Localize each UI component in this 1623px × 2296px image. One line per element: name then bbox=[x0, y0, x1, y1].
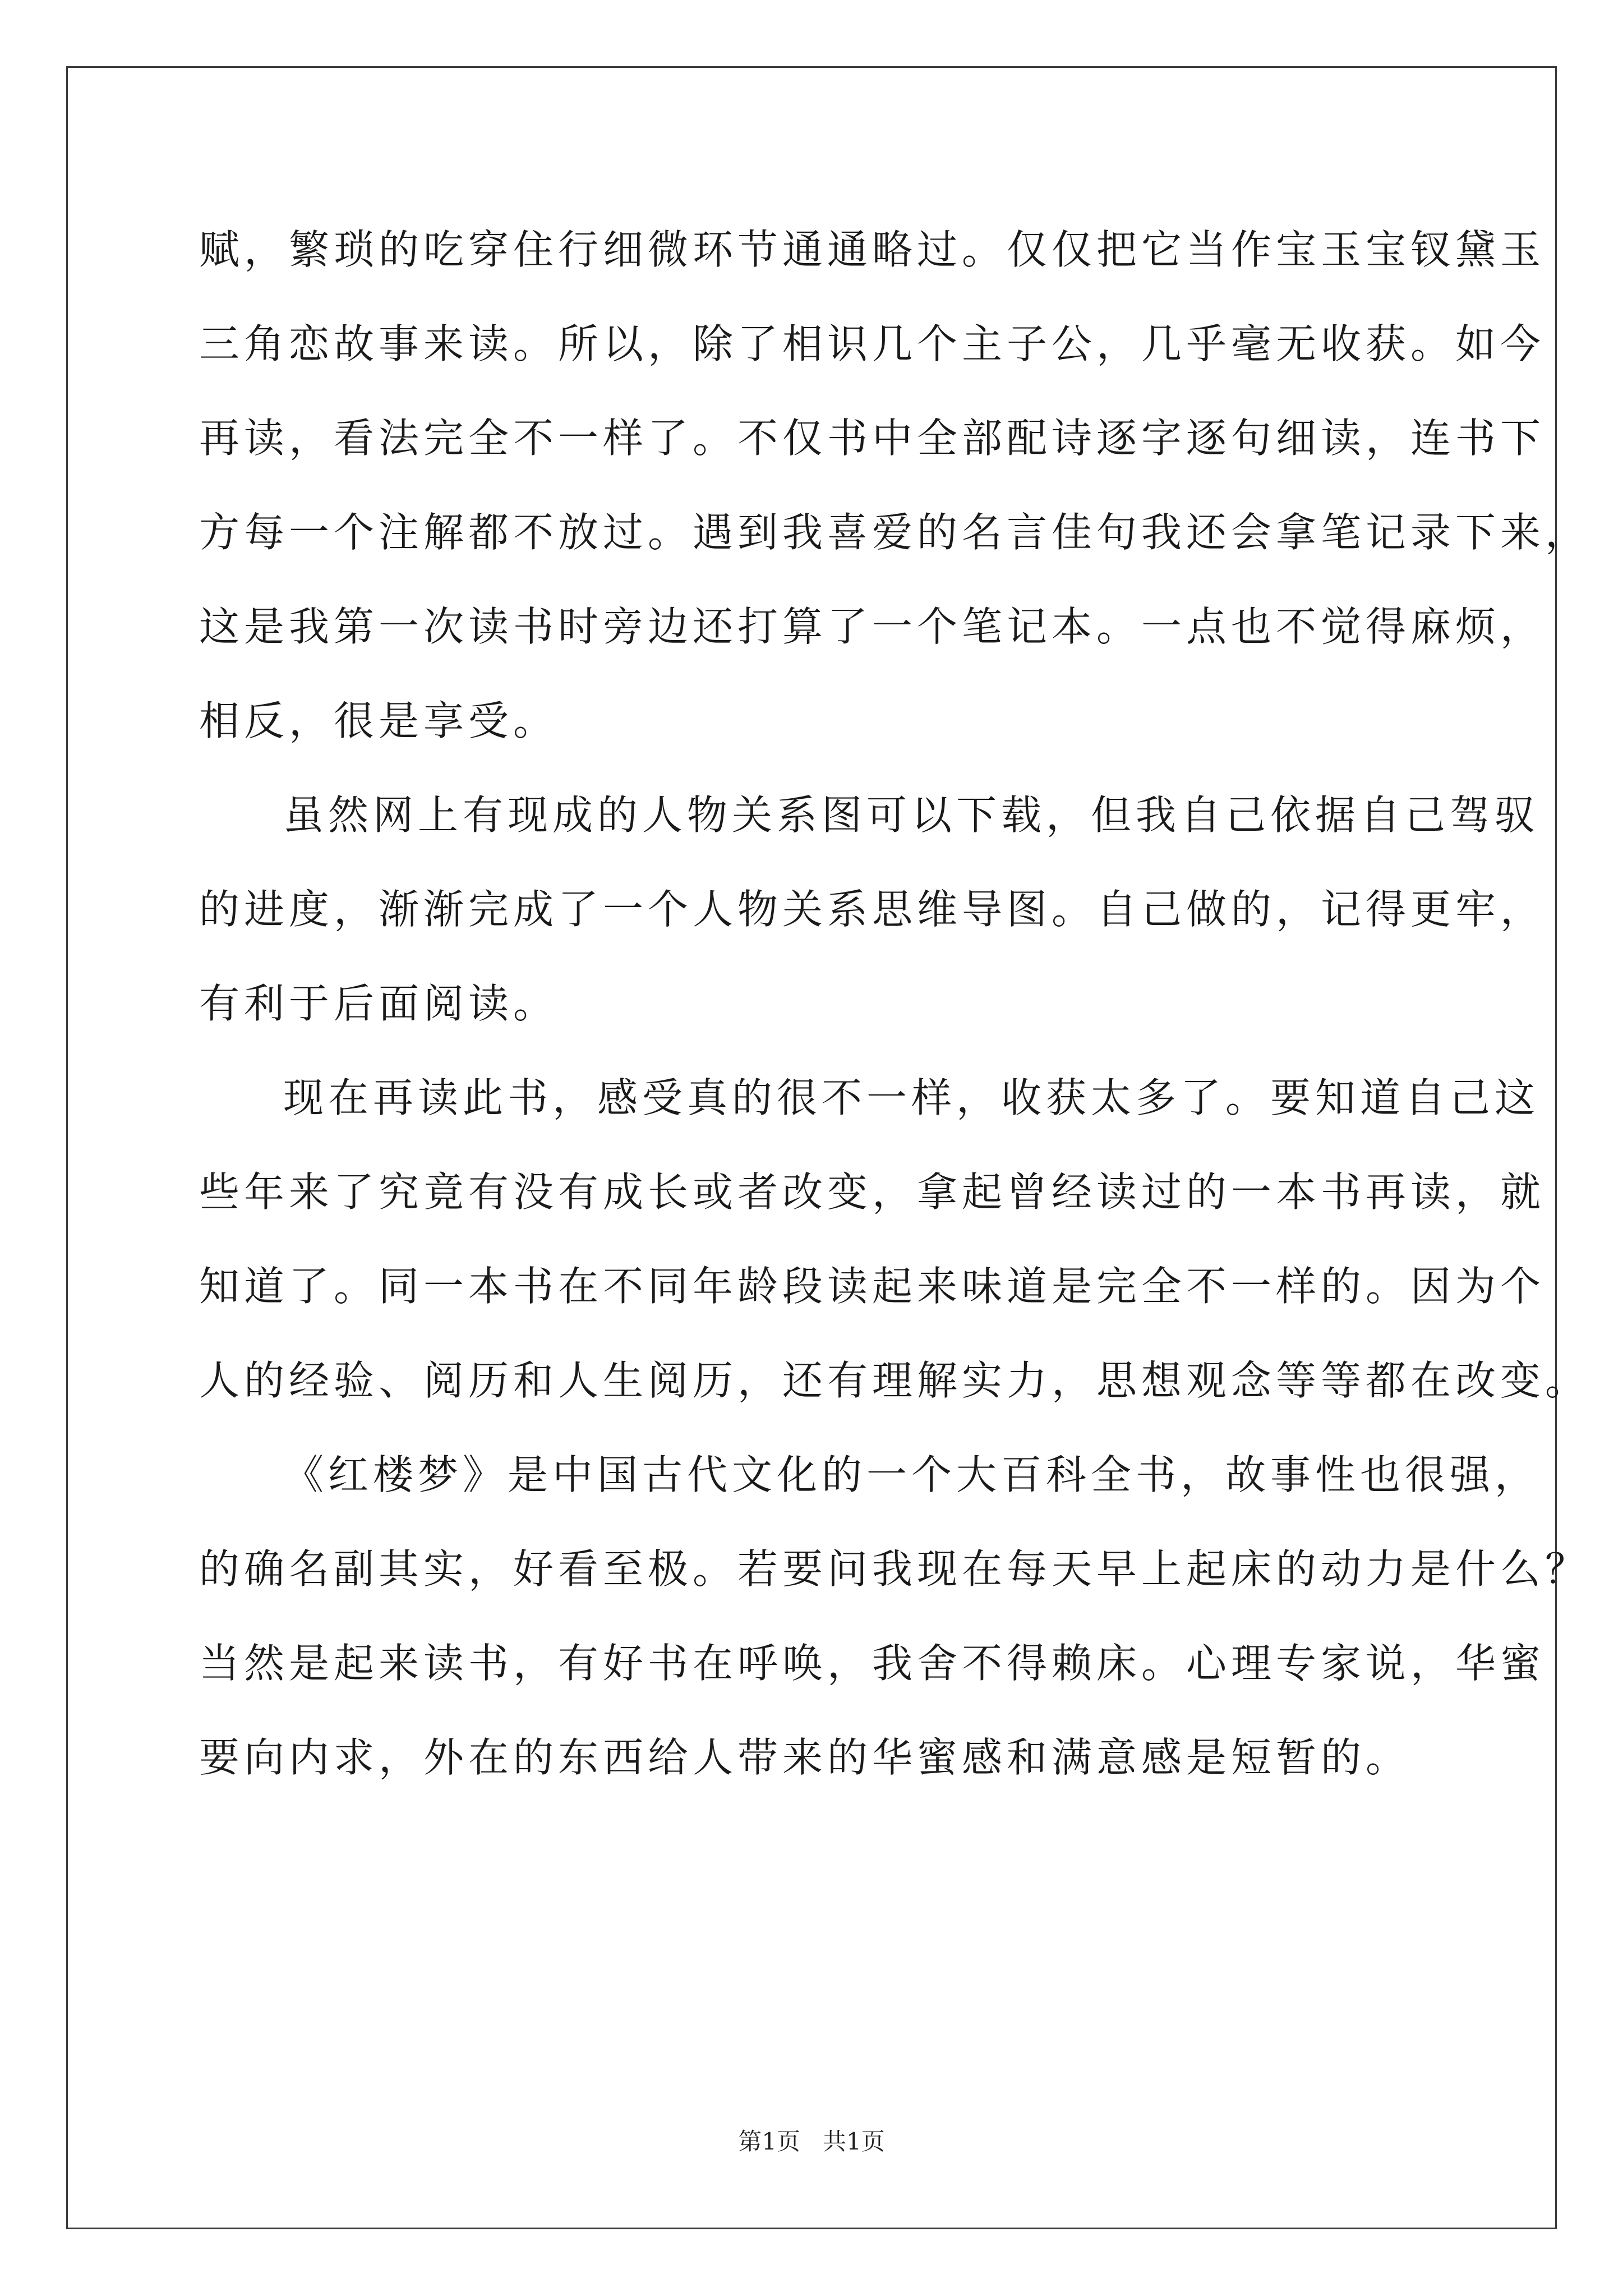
text-line: 相反，很是享受。 bbox=[199, 697, 559, 744]
text-line: 的确名副其实，好看至极。若要问我现在每天早上起床的动力是什么？ bbox=[199, 1545, 1590, 1593]
page-count: 共1页 bbox=[823, 2128, 885, 2155]
page-number: 第1页 bbox=[738, 2128, 800, 2155]
text-line: 这是我第一次读书时旁边还打算了一个笔记本。一点也不觉得麻烦， bbox=[199, 603, 1546, 650]
text-line: 再读，看法完全不一样了。不仅书中全部配诗逐字逐句细读，连书下 bbox=[199, 415, 1546, 462]
text-line: 现在再读此书，感受真的很不一样，收获太多了。要知道自己这 bbox=[283, 1074, 1540, 1121]
text-line: 《红楼梦》是中国古代文化的一个大百科全书，故事性也很强， bbox=[283, 1451, 1540, 1498]
page-footer bbox=[0, 2125, 1623, 2159]
text-line: 赋，繁琐的吃穿住行细微环节通通略过。仅仅把它当作宝玉宝钗黛玉 bbox=[199, 226, 1546, 273]
text-line: 知道了。同一本书在不同年龄段读起来味道是完全不一样的。因为个 bbox=[199, 1263, 1546, 1310]
text-line: 些年来了究竟有没有成长或者改变，拿起曾经读过的一本书再读，就 bbox=[199, 1168, 1546, 1216]
text-line: 当然是起来读书，有好书在呼唤，我舍不得赖床。心理专家说，华蜜 bbox=[199, 1640, 1546, 1687]
text-line: 方每一个注解都不放过。遇到我喜爱的名言佳句我还会拿笔记录下来， bbox=[199, 509, 1590, 556]
text-line: 的进度，渐渐完成了一个人物关系思维导图。自己做的，记得更牢， bbox=[199, 886, 1546, 933]
text-line: 虽然网上有现成的人物关系图可以下载，但我自己依据自己驾驭 bbox=[283, 792, 1540, 839]
text-line: 三角恋故事来读。所以，除了相识几个主子公，几乎毫无收获。如今 bbox=[199, 320, 1546, 367]
text-line: 人的经验、阅历和人生阅历，还有理解实力，思想观念等等都在改变。 bbox=[199, 1357, 1590, 1404]
text-line: 要向内求，外在的东西给人带来的华蜜感和满意感是短暂的。 bbox=[199, 1734, 1411, 1781]
text-line: 有利于后面阅读。 bbox=[199, 980, 559, 1027]
document-body bbox=[199, 213, 1590, 1815]
